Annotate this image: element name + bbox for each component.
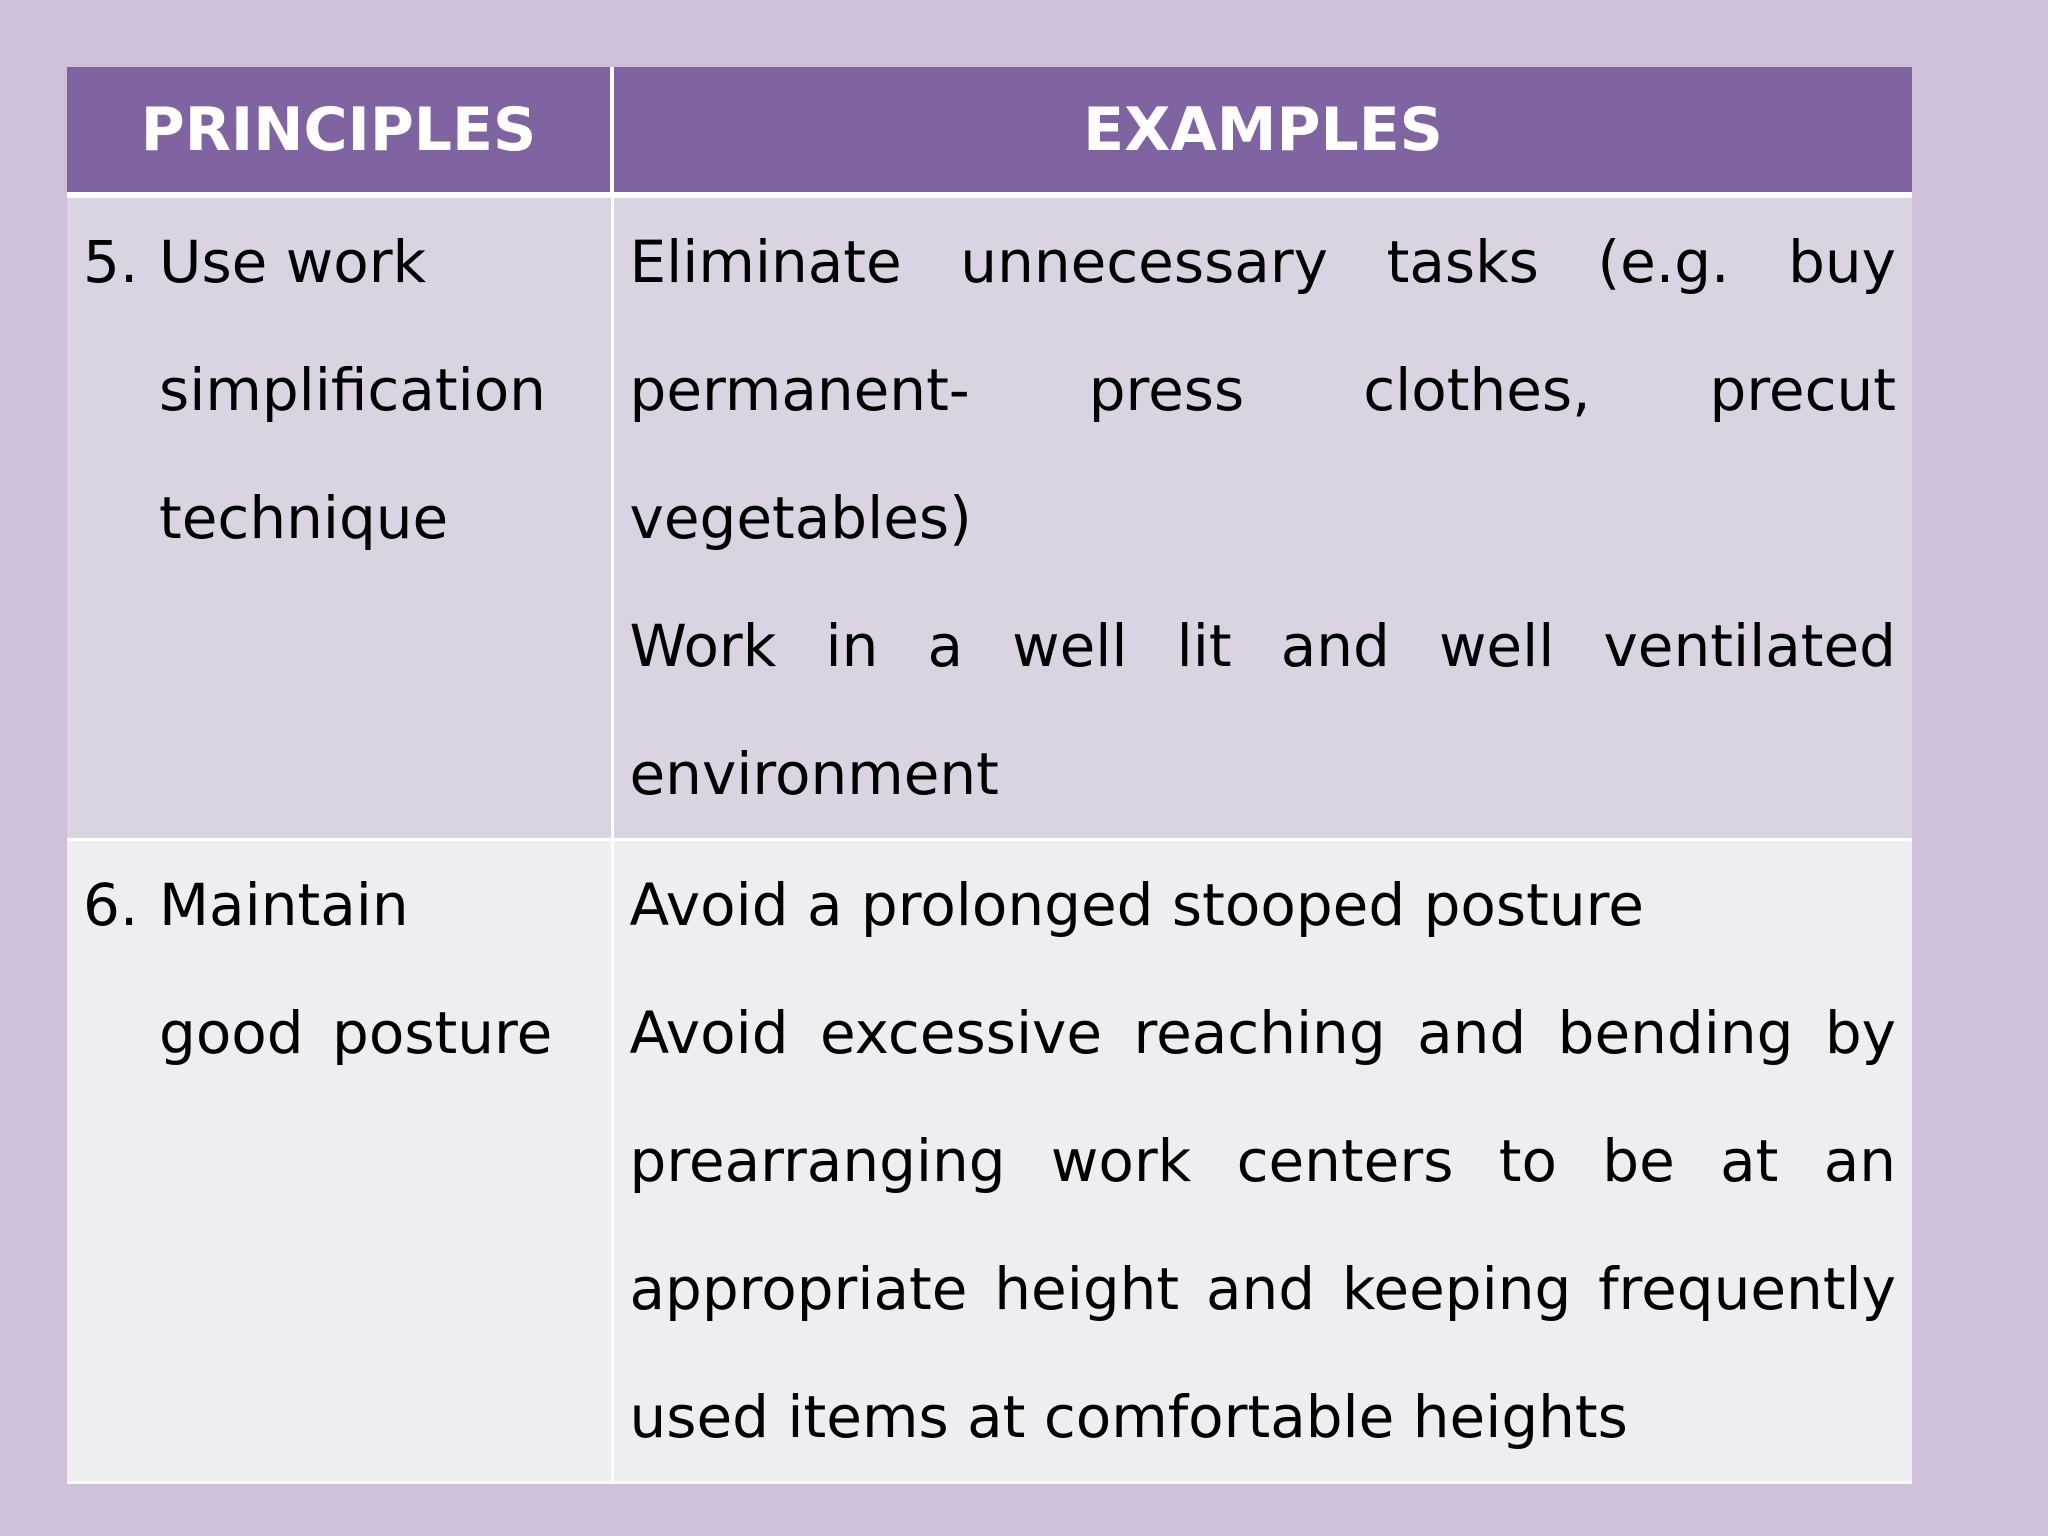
- principle-cell: [67, 195, 612, 840]
- principles-table: [67, 67, 1912, 1484]
- principle-item: [83, 841, 595, 1097]
- example-text: Work in a well lit and well ventilated environment: [629, 612, 1896, 808]
- table-row: [67, 840, 1912, 1483]
- examples-cell: [612, 840, 1912, 1483]
- example-text: Avoid excessive reaching and bending by prearranging work centers to be at an appropriate height and keeping frequently used items at comfortable heights: [629, 999, 1896, 1451]
- principle-item: [83, 198, 595, 582]
- table-row: [67, 195, 1912, 840]
- principle-number: 5.: [83, 228, 139, 296]
- principle-text: Use work simplification technique: [159, 228, 546, 552]
- example-text: Eliminate unnecessary tasks (e.g. buy permanent- press clothes, precut vegetables): [629, 228, 1896, 552]
- table-header-row: [67, 67, 1912, 195]
- examples-header: EXAMPLES: [612, 67, 1912, 195]
- principles-header: PRINCIPLES: [67, 67, 612, 195]
- principle-number: 6.: [83, 871, 139, 939]
- example-text: Avoid a prolonged stooped posture: [629, 871, 1644, 939]
- examples-cell: [612, 195, 1912, 840]
- principle-text: Maintain good posture: [159, 871, 553, 1067]
- principle-cell: [67, 840, 612, 1483]
